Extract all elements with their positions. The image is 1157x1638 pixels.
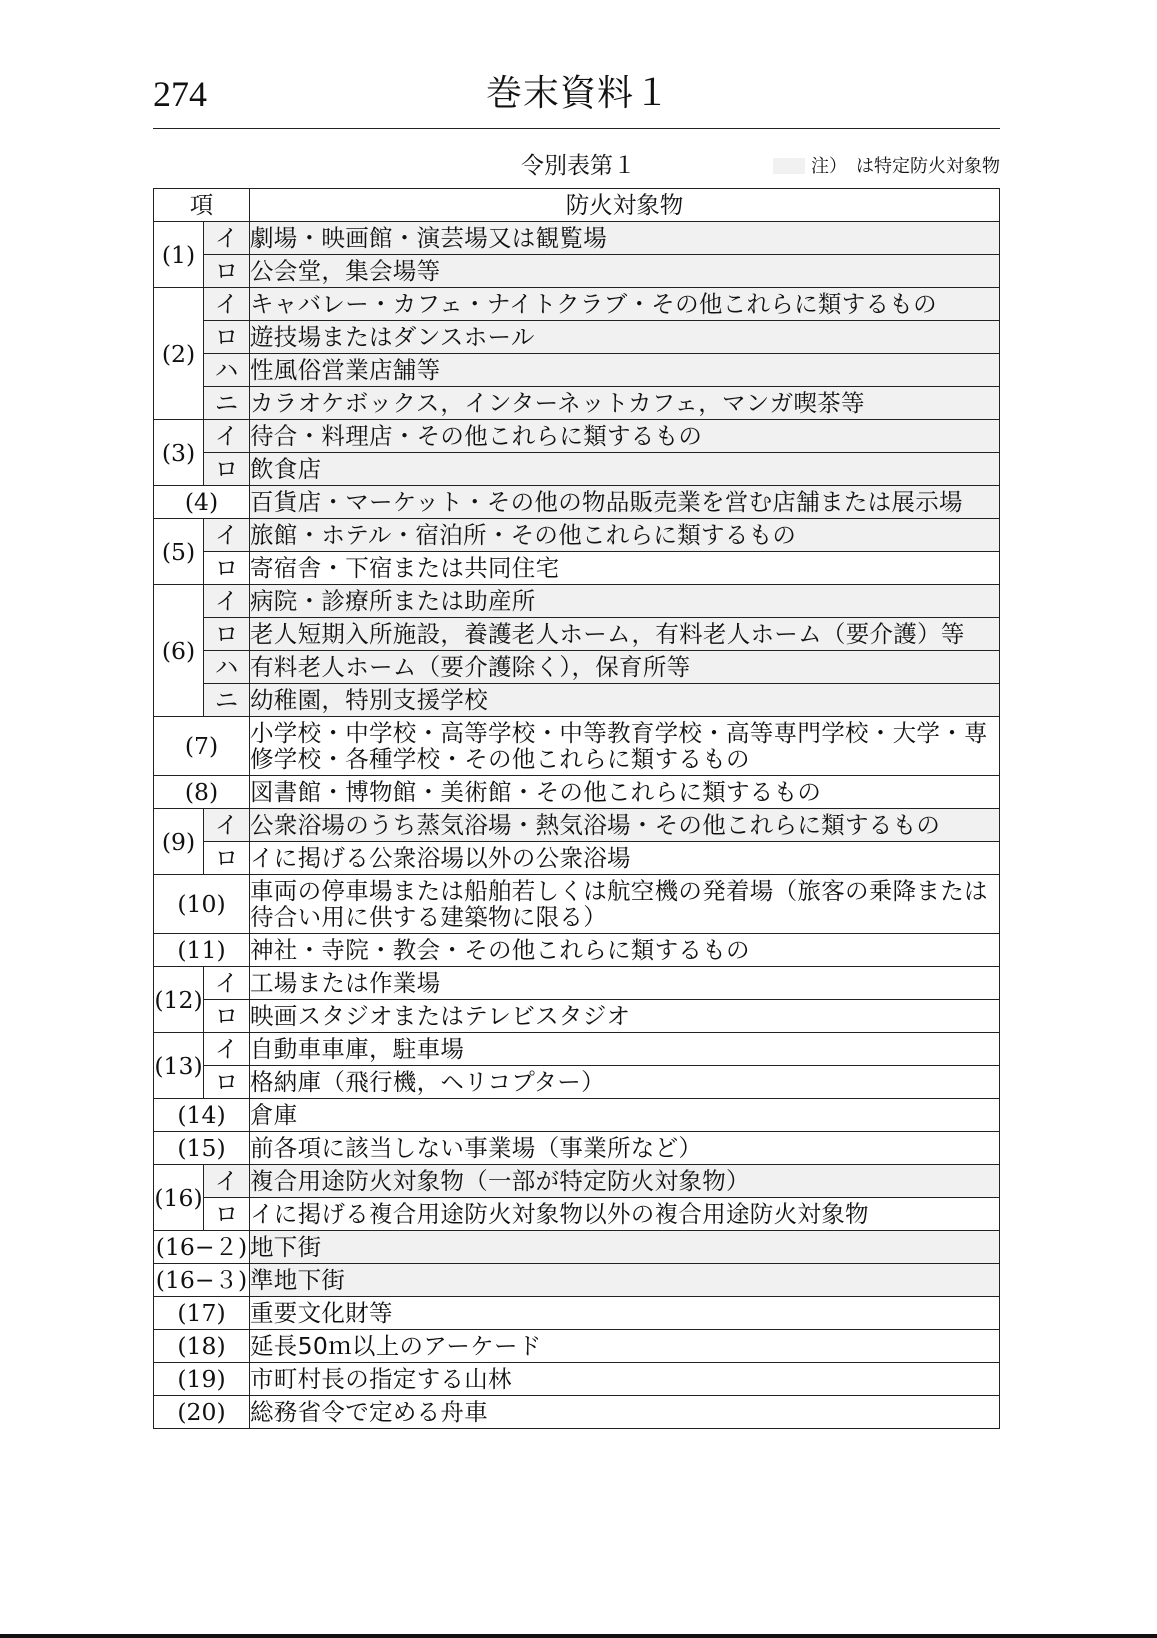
table-row xyxy=(154,288,1000,321)
sub-item-label: ロ xyxy=(204,453,250,486)
object-description: 格納庫（飛行機，ヘリコプター） xyxy=(250,1066,1000,1099)
object-description: 前各項に該当しない事業場（事業所など） xyxy=(250,1132,1000,1165)
item-number: (5) xyxy=(154,519,204,585)
table-row xyxy=(154,486,1000,519)
object-description: 有料老人ホーム（要介護除く），保育所等 xyxy=(250,651,1000,684)
item-number: (12) xyxy=(154,967,204,1033)
table-row xyxy=(154,618,1000,651)
object-description: イに掲げる公衆浴場以外の公衆浴場 xyxy=(250,842,1000,875)
table-note xyxy=(773,155,1000,179)
item-number: (15) xyxy=(154,1132,250,1165)
table-row xyxy=(154,651,1000,684)
item-number: (17) xyxy=(154,1297,250,1330)
table-row xyxy=(154,585,1000,618)
table-row xyxy=(154,842,1000,875)
object-description: 地下街 xyxy=(250,1231,1000,1264)
object-description: カラオケボックス，インターネットカフェ，マンガ喫茶等 xyxy=(250,387,1000,420)
table-row xyxy=(154,321,1000,354)
item-number: (9) xyxy=(154,809,204,875)
item-number: (11) xyxy=(154,934,250,967)
object-description: 重要文化財等 xyxy=(250,1297,1000,1330)
sub-item-label: ロ xyxy=(204,618,250,651)
table-row xyxy=(154,1165,1000,1198)
object-description: 神社・寺院・教会・その他これらに類するもの xyxy=(250,934,1000,967)
sub-item-label: ロ xyxy=(204,1066,250,1099)
fire-prevention-table xyxy=(153,188,1000,1429)
object-description: 百貨店・マーケット・その他の物品販売業を営む店舗または展示場 xyxy=(250,486,1000,519)
sub-item-label: ハ xyxy=(204,651,250,684)
object-description: 映画スタジオまたはテレビスタジオ xyxy=(250,1000,1000,1033)
table-row xyxy=(154,684,1000,717)
object-description: 性風俗営業店舗等 xyxy=(250,354,1000,387)
table-row xyxy=(154,255,1000,288)
sub-item-label: ロ xyxy=(204,1000,250,1033)
object-description: 図書館・博物館・美術館・その他これらに類するもの xyxy=(250,776,1000,809)
table-row xyxy=(154,1033,1000,1066)
table-row xyxy=(154,453,1000,486)
object-description: キャバレー・カフェ・ナイトクラブ・その他これらに類するもの xyxy=(250,288,1000,321)
table-row xyxy=(154,387,1000,420)
object-description: イに掲げる複合用途防火対象物以外の複合用途防火対象物 xyxy=(250,1198,1000,1231)
table-row xyxy=(154,717,1000,776)
item-number: (4) xyxy=(154,486,250,519)
object-description: 自動車車庫，駐車場 xyxy=(250,1033,1000,1066)
table-note-text: 注） は特定防火対象物 xyxy=(811,156,1000,177)
table-row xyxy=(154,420,1000,453)
sub-item-label: イ xyxy=(204,288,250,321)
object-description: 複合用途防火対象物（一部が特定防火対象物） xyxy=(250,1165,1000,1198)
table-row xyxy=(154,519,1000,552)
table-row xyxy=(154,1132,1000,1165)
table-row xyxy=(154,1000,1000,1033)
table-row xyxy=(154,1264,1000,1297)
item-number: (18) xyxy=(154,1330,250,1363)
table-row xyxy=(154,1099,1000,1132)
sub-item-label: イ xyxy=(204,809,250,842)
object-description: 準地下街 xyxy=(250,1264,1000,1297)
object-description: 延長50ｍ以上のアーケード xyxy=(250,1330,1000,1363)
table-row xyxy=(154,967,1000,1000)
table-header-row xyxy=(154,189,1000,222)
sub-item-label: ロ xyxy=(204,321,250,354)
table-row xyxy=(154,1198,1000,1231)
table-row xyxy=(154,552,1000,585)
object-description: 車両の停車場または船舶若しくは航空機の発着場（旅客の乗降または待合い用に供する建築物に限る） xyxy=(250,875,1000,934)
item-number: (16−２) xyxy=(154,1231,250,1264)
object-description: 小学校・中学校・高等学校・中等教育学校・高等専門学校・大学・専修学校・各種学校・その他これらに類するもの xyxy=(250,717,1000,776)
table-row xyxy=(154,809,1000,842)
sub-item-label: ロ xyxy=(204,1198,250,1231)
bottom-scan-border xyxy=(0,1634,1157,1638)
shaded-legend-swatch xyxy=(773,158,805,174)
sub-item-label: イ xyxy=(204,967,250,1000)
item-number: (7) xyxy=(154,717,250,776)
sub-item-label: イ xyxy=(204,585,250,618)
item-number: (2) xyxy=(154,288,204,420)
table-row xyxy=(154,1297,1000,1330)
item-number: (3) xyxy=(154,420,204,486)
table-body xyxy=(154,222,1000,1429)
item-number: (20) xyxy=(154,1396,250,1429)
page-title: 巻末資料１ xyxy=(485,73,671,114)
item-number: (16−３) xyxy=(154,1264,250,1297)
sub-item-label: イ xyxy=(204,1165,250,1198)
item-number: (13) xyxy=(154,1033,204,1099)
table-row xyxy=(154,776,1000,809)
table-row xyxy=(154,354,1000,387)
sub-item-label: イ xyxy=(204,1033,250,1066)
sub-item-label: ロ xyxy=(204,842,250,875)
table-row xyxy=(154,875,1000,934)
header-rule xyxy=(153,128,1000,129)
object-description: 老人短期入所施設，養護老人ホーム，有料老人ホーム（要介護）等 xyxy=(250,618,1000,651)
object-description: 倉庫 xyxy=(250,1099,1000,1132)
sub-item-label: イ xyxy=(204,519,250,552)
sub-item-label: ニ xyxy=(204,684,250,717)
object-description: 市町村長の指定する山林 xyxy=(250,1363,1000,1396)
item-number: (8) xyxy=(154,776,250,809)
sub-item-label: イ xyxy=(204,222,250,255)
table-caption: 令別表第１ xyxy=(521,153,636,179)
object-description: 幼稚園，特別支援学校 xyxy=(250,684,1000,717)
item-number: (10) xyxy=(154,875,250,934)
sub-item-label: ロ xyxy=(204,255,250,288)
sub-item-label: ハ xyxy=(204,354,250,387)
item-number: (19) xyxy=(154,1363,250,1396)
table-row xyxy=(154,1363,1000,1396)
item-number: (16) xyxy=(154,1165,204,1231)
item-number: (6) xyxy=(154,585,204,717)
item-number: (1) xyxy=(154,222,204,288)
object-description: 旅館・ホテル・宿泊所・その他これらに類するもの xyxy=(250,519,1000,552)
table-row xyxy=(154,222,1000,255)
table-row xyxy=(154,1231,1000,1264)
object-description: 公会堂，集会場等 xyxy=(250,255,1000,288)
object-description: 遊技場またはダンスホール xyxy=(250,321,1000,354)
object-description: 病院・診療所または助産所 xyxy=(250,585,1000,618)
header-object: 防火対象物 xyxy=(250,189,1000,222)
item-number: (14) xyxy=(154,1099,250,1132)
object-description: 総務省令で定める舟車 xyxy=(250,1396,1000,1429)
object-description: 公衆浴場のうち蒸気浴場・熱気浴場・その他これらに類するもの xyxy=(250,809,1000,842)
header-koumoku: 項 xyxy=(154,189,250,222)
object-description: 寄宿舎・下宿または共同住宅 xyxy=(250,552,1000,585)
object-description: 工場または作業場 xyxy=(250,967,1000,1000)
object-description: 待合・料理店・その他これらに類するもの xyxy=(250,420,1000,453)
object-description: 飲食店 xyxy=(250,453,1000,486)
table-row xyxy=(154,1066,1000,1099)
sub-item-label: イ xyxy=(204,420,250,453)
table-row xyxy=(154,1396,1000,1429)
sub-item-label: ロ xyxy=(204,552,250,585)
table-row xyxy=(154,934,1000,967)
table-row xyxy=(154,1330,1000,1363)
object-description: 劇場・映画館・演芸場又は観覧場 xyxy=(250,222,1000,255)
page-number: 274 xyxy=(153,74,207,114)
sub-item-label: ニ xyxy=(204,387,250,420)
